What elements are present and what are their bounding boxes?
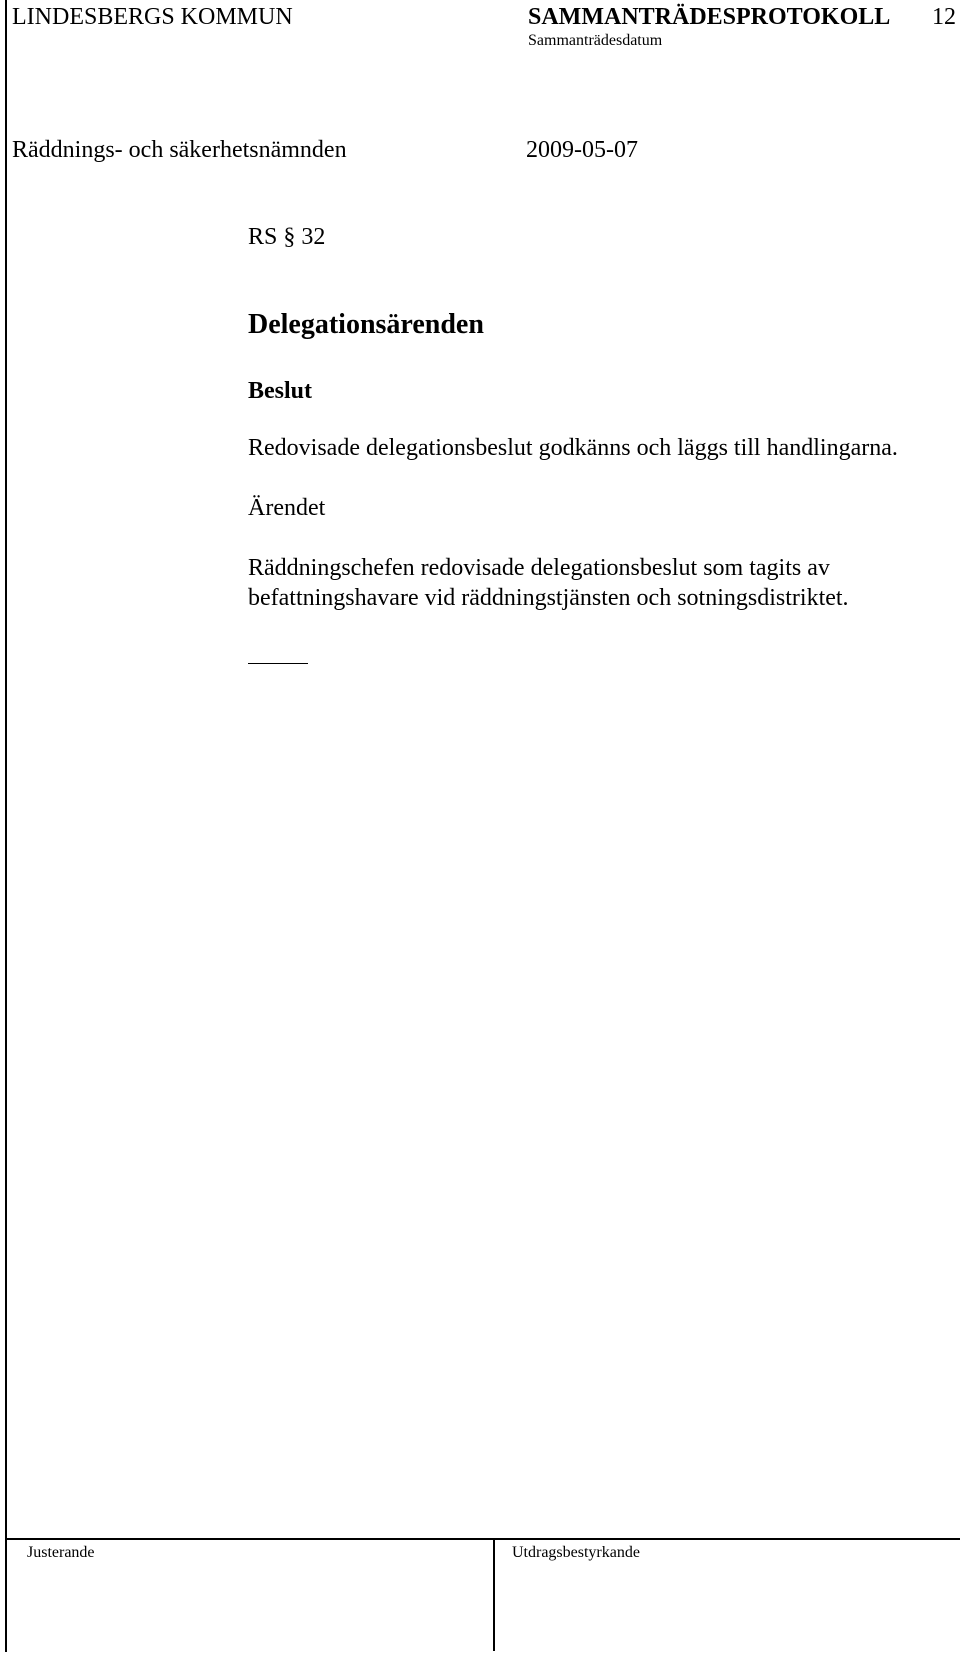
justerande-label: Justerande [27, 1544, 95, 1561]
section-reference: RS § 32 [248, 224, 326, 250]
page-number: 12 [932, 4, 956, 30]
matter-text [248, 553, 849, 613]
matter-line: befattningshavare vid räddningstjänsten och sotningsdistriktet. [248, 585, 849, 611]
matter-heading: Ärendet [248, 495, 326, 521]
meeting-date: 2009-05-07 [526, 137, 638, 163]
left-margin-rule [5, 0, 7, 1652]
committee-name: Räddnings- och säkerhetsnämnden [12, 137, 347, 163]
meeting-date-label: Sammanträdesdatum [528, 32, 663, 49]
matter-line: Räddningschefen redovisade delegationsbeslut som tagits av [248, 555, 830, 581]
decision-heading: Beslut [248, 378, 313, 404]
item-title: Delegationsärenden [248, 309, 484, 340]
decision-text: Redovisade delegationsbeslut godkänns och läggs till handlingarna. [248, 435, 898, 461]
document-type: SAMMANTRÄDESPROTOKOLL [528, 4, 891, 30]
utdragsbestyrkande-label: Utdragsbestyrkande [512, 1544, 640, 1561]
organization-name: LINDESBERGS KOMMUN [12, 4, 293, 30]
footer-rule [5, 1538, 960, 1540]
footer-divider [493, 1538, 495, 1651]
end-of-item-mark [248, 663, 308, 664]
